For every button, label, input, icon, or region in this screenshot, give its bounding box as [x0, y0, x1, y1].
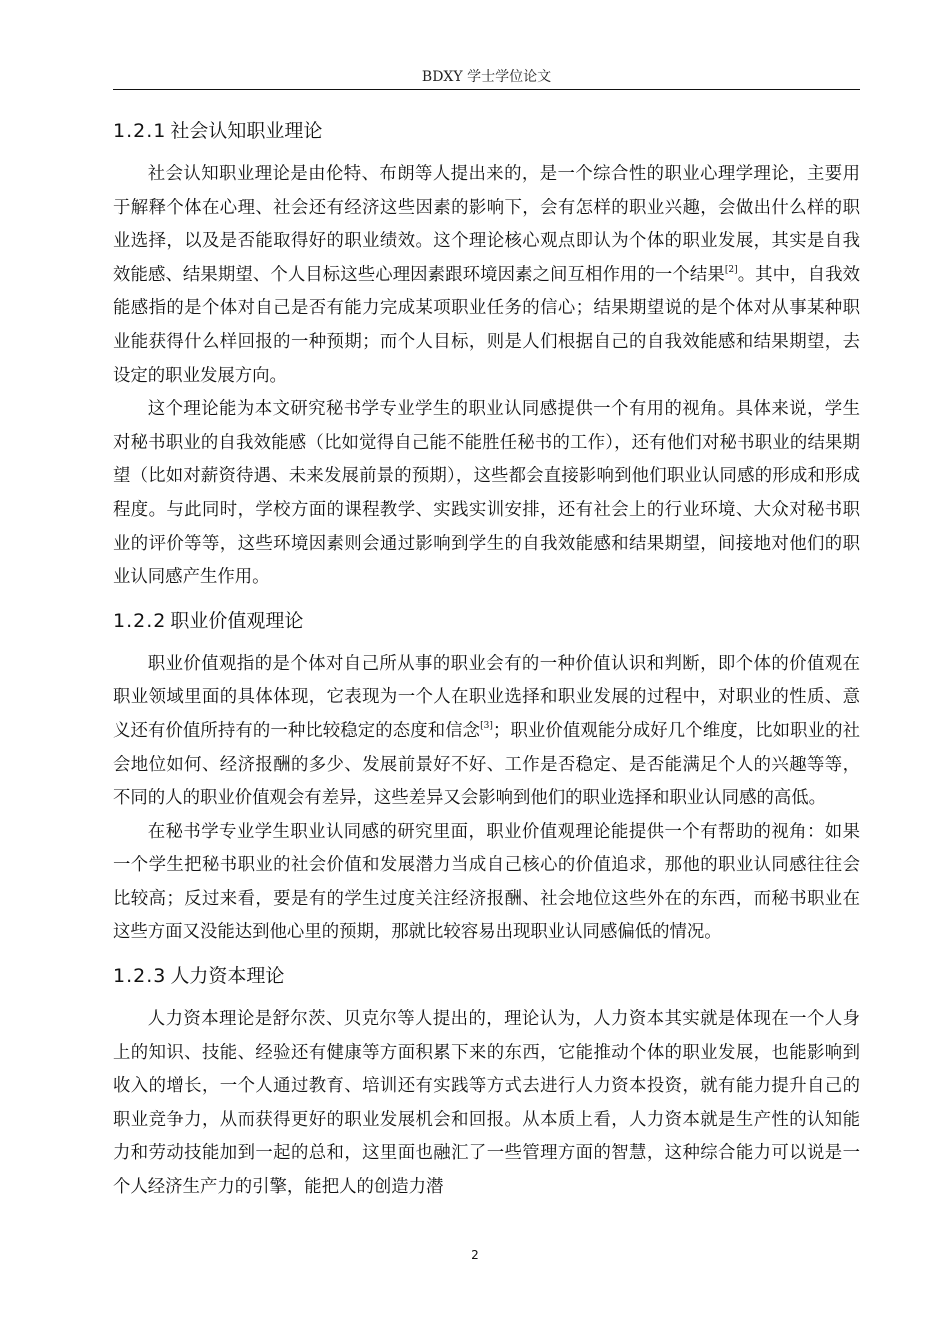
citation-ref: [3]	[480, 720, 493, 731]
section-heading-1-2-3	[113, 962, 860, 990]
section-number: 1.2.2	[113, 609, 167, 632]
paragraph	[113, 158, 860, 393]
header-rule	[113, 89, 860, 90]
section-heading-1-2-2	[113, 607, 860, 635]
paragraph: 这个理论能为本文研究秘书学专业学生的职业认同感提供一个有用的视角。具体来说，学生对秘书职业的自我效能感（比如觉得自己能不能胜任秘书的工作），还有他们对秘书职业的结果期望（比如对薪资待遇、未来发展前景的预期），这些都会直接影响到他们职业认同感的形成和形成程度。与此同时，学校方面的课程教学、实践实训安排，还有社会上的行业环境、大众对秘书职业的评价等等，这些环境因素则会通过影响到学生的自我效能感和结果期望，间接地对他们的职业认同感产生作用。	[113, 399, 860, 588]
section-heading-1-2-1	[113, 117, 860, 145]
section-number: 1.2.1	[113, 120, 167, 142]
section-number: 1.2.3	[113, 965, 167, 988]
paragraph-text: 社会认知职业理论是由伦特、布朗等人提出来的，是一个综合性的职业心理学理论，主要用于解释个体在心理、社会还有经济这些因素的影响下，会有怎样的职业兴趣，会做出什么样的职业选择，以及是否能取得好的职业绩效。这个理论核心观点即认为个体的职业发展，其实是自我效能感、结果期望、个人目标这些心理因素跟环境因素之间互相作用的一个结果	[113, 164, 860, 285]
paragraph: 在秘书学专业学生职业认同感的研究里面，职业价值观理论能提供一个有帮助的视角：如果一个学生把秘书职业的社会价值和发展潜力当成自己核心的价值追求，那他的职业认同感往往会比较高；反过来看，要是有的学生过度关注经济报酬、社会地位这些外在的东西，而秘书职业在这些方面又没能达到他心里的预期，那就比较容易出现职业认同感偏低的情况。	[113, 821, 860, 943]
page-body	[113, 117, 860, 1205]
section-title: 社会认知职业理论	[170, 120, 323, 142]
page-number: 2	[471, 1248, 479, 1262]
paragraph-text: 。其中，自我效能感指的是个体对自己是否有能力完成某项职业任务的信心；结果期望说的是个体对从事某种职业能获得什么样回报的一种预期；而个人目标，则是人们根据自己的自我效能感和结果期望，去设定的职业发展方向。	[113, 264, 860, 386]
paragraph: 人力资本理论是舒尔茨、贝克尔等人提出的，理论认为，人力资本其实就是体现在一个人身上的知识、技能、经验还有健康等方面积累下来的东西，它能推动个体的职业发展，也能影响到收入的增长，一个人通过教育、培训还有实践等方式去进行人力资本投资，就有能力提升自己的职业竞争力，从而获得更好的职业发展机会和回报。从本质上看，人力资本就是生产性的认知能力和劳动技能加到一起的总和，这里面也融汇了一些管理方面的智慧，这种综合能力可以说是一个人经济生产力的引擎，能把人的创造力潜	[113, 1009, 860, 1198]
running-header: BDXY 学士学位论文	[421, 69, 552, 85]
section-title: 职业价值观理论	[170, 609, 304, 632]
paragraph	[113, 648, 860, 816]
paragraph-text: ；职业价值观能分成好几个维度，比如职业的社会地位如何、经济报酬的多少、发展前景好不好、工作是否稳定、是否能满足个人的兴趣等等，不同的人的职业价值观会有差异，这些差异又会影响到他们的职业选择和职业认同感的高低。	[113, 720, 860, 809]
citation-ref: [2]	[724, 264, 738, 275]
section-title: 人力资本理论	[170, 965, 285, 988]
paragraph-text: 职业价值观指的是个体对自己所从事的职业会有的一种价值认识和判断，即个体的价值观在职业领域里面的具体体现，它表现为一个人在职业选择和职业发展的过程中，对职业的性质、意义还有价值所持有的一种比较稳定的态度和信念	[113, 653, 860, 741]
